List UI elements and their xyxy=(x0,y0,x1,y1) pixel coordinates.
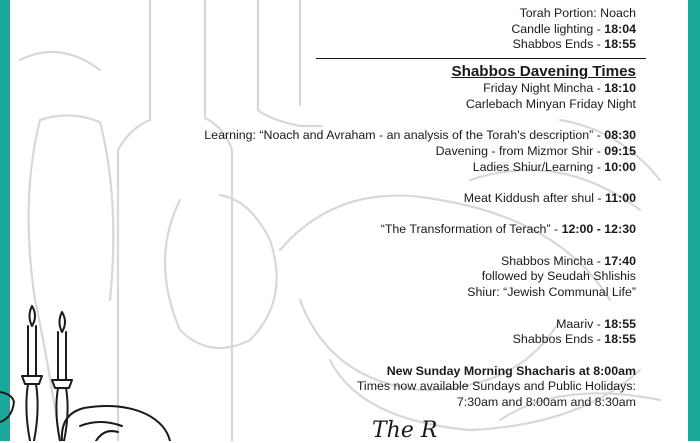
sunday-shacharis-title: New Sunday Morning Shacharis at 8:00am xyxy=(386,363,636,378)
ladies-shiur-line: Ladies Shiur/Learning - 10:00 xyxy=(472,159,636,174)
signature: The R xyxy=(372,418,438,443)
maariv-line: Maariv - 18:55 xyxy=(556,316,636,331)
divider-rule xyxy=(316,58,646,59)
shabbos-ends-top: Shabbos Ends - 18:55 xyxy=(512,37,636,52)
sunday-slots-line: 7:30am and 8:00am and 8:30am xyxy=(456,395,636,410)
carlebach-minyan: Carlebach Minyan Friday Night xyxy=(465,96,636,111)
shabbos-mincha-line: Shabbos Mincha - 17:40 xyxy=(500,253,636,268)
schedule-content xyxy=(96,6,636,411)
sunday-times-line: Times now available Sundays and Public Holidays: xyxy=(356,379,636,394)
candle-lighting: Candle lighting - 18:04 xyxy=(511,21,636,36)
lecture-line: “The Transformation of Terach” - 12:00 - 12:30 xyxy=(380,222,636,237)
learning-line: Learning: “Noach and Avraham - an analysis of the Torah's description” - 08:30 xyxy=(204,128,636,143)
friday-mincha: Friday Night Mincha - 18:10 xyxy=(483,81,636,96)
davening-line: Davening - from Mizmor Shir - 09:15 xyxy=(435,143,636,158)
kiddush-line: Meat Kiddush after shul - 11:00 xyxy=(463,191,636,205)
torah-portion: Torah Portion: Noach xyxy=(519,6,636,20)
shabbos-ends-bottom: Shabbos Ends - 18:55 xyxy=(512,332,636,347)
davening-heading: Shabbos Davening Times xyxy=(451,63,636,81)
shiur-line: Shiur: “Jewish Communal Life” xyxy=(467,285,636,300)
seudah-line: followed by Seudah Shlishis xyxy=(481,269,636,284)
